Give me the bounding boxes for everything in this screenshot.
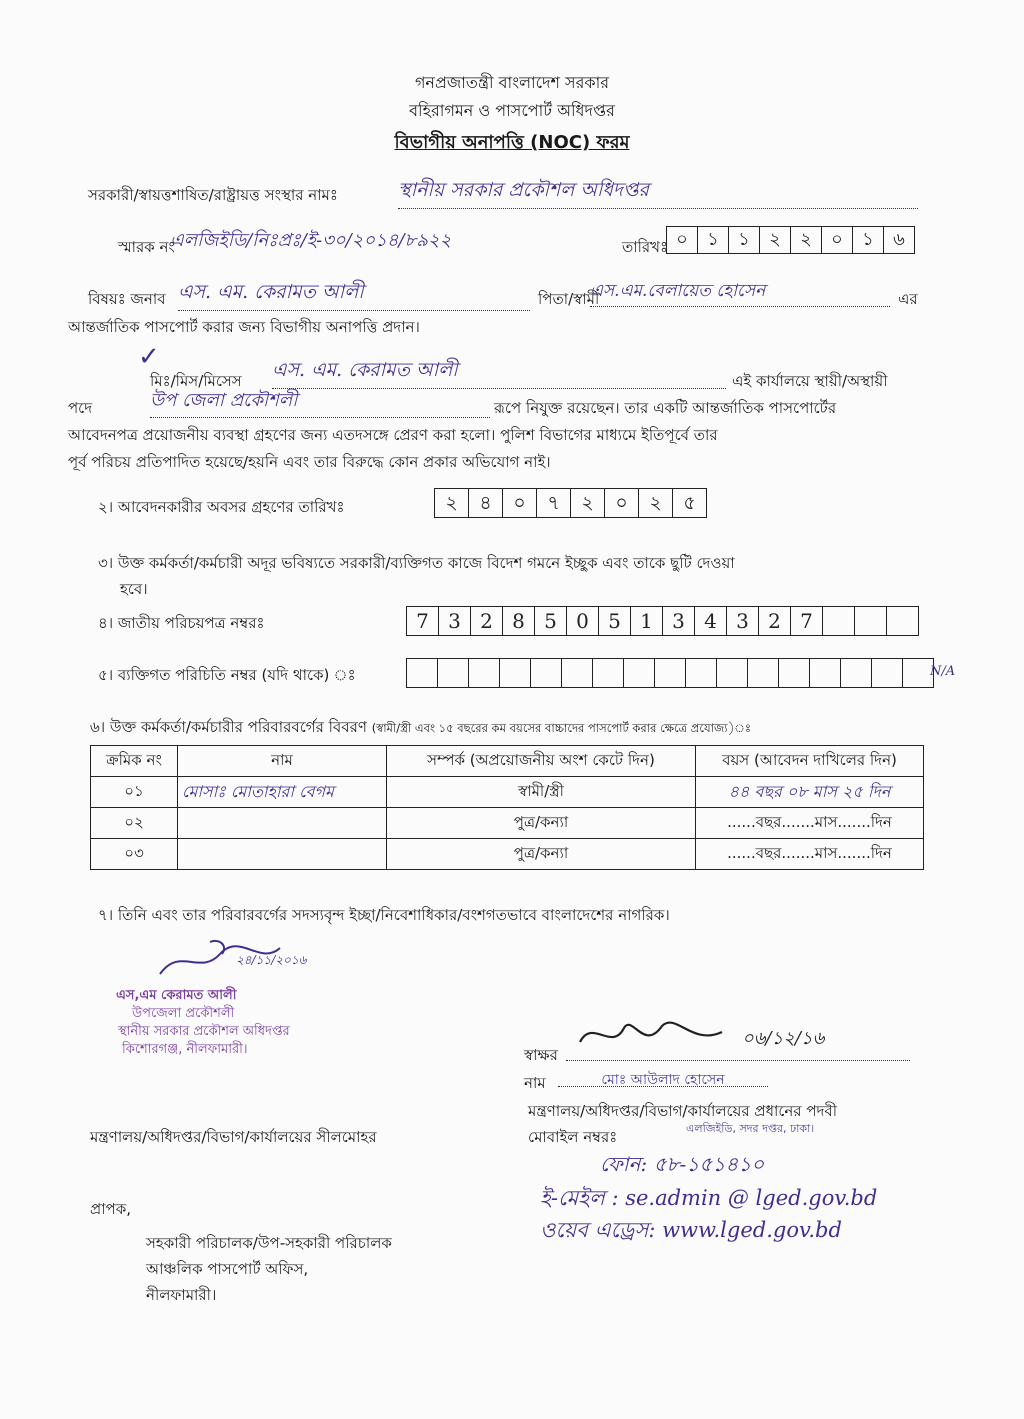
row-relation: পুত্র/কন্যা: [387, 839, 696, 870]
officer-stamp-text: এলজিইডি, সদর দপ্তর, ঢাকা।: [686, 1122, 815, 1135]
date-digit-box: ২: [760, 227, 791, 253]
row-age: ৪৪ বছর ০৮ মাস ২৫ দিন: [696, 777, 924, 808]
item7-text: ৭। তিনি এবং তার পরিবারবর্গের সদস্যবৃন্দ ইচ্ছা/নিবেশাধিকার/বংশগতভাবে বাংলাদেশের নাগরিক।: [98, 906, 670, 924]
recipient-line-1: সহকারী পরিচালক/উপ-সহকারী পরিচালক: [146, 1234, 392, 1252]
col-header-relation: সম্পর্ক (অপ্রয়োজনীয় অংশ কেটে দিন): [387, 746, 696, 777]
item6-label-text: ৬। উক্ত কর্মকর্তা/কর্মচারীর পরিবারবর্গের বিবরণ: [90, 718, 367, 736]
pin-digit-box: [407, 659, 438, 687]
row-serial: ০১: [91, 777, 178, 808]
date-digit-box: ৪: [469, 489, 503, 517]
pin-digit-box: [779, 659, 810, 687]
retirement-date-boxes: [434, 488, 707, 518]
para1-line3: আবেদনপত্র প্রয়োজনীয় ব্যবস্থা গ্রহণের জন্য এতদসঙ্গে প্রেরণ করা হলো। পুলিশ বিভাগের মাধ্যমে ইতিপূর্বে তার: [68, 426, 718, 444]
subject-label: বিষয়ঃ জনাব: [88, 290, 166, 308]
nid-digit-box: 0: [567, 607, 599, 635]
para1-line4: পূর্ব পরিচয় প্রতিপাদিত হয়েছে/হয়নি এবং তার বিরুদ্ধে কোন প্রকার অভিযোগ নাই।: [68, 453, 551, 471]
para1-pode: পদে: [68, 399, 93, 417]
nid-digit-box: 8: [503, 607, 535, 635]
pin-digit-box: [810, 659, 841, 687]
name-line: [558, 1068, 768, 1087]
father-name: এস.এম.বেলায়েত হোসেন: [590, 278, 890, 307]
date-digit-box: ১: [729, 227, 760, 253]
pin-digit-box: [593, 659, 624, 687]
recipient-line-3: নীলফামারী।: [146, 1286, 217, 1304]
nid-digit-box: 5: [535, 607, 567, 635]
item3-line1: ৩। উক্ত কর্মকর্তা/কর্মচারী অদূর ভবিষ্যতে সরকারী/ব্যক্তিগত কাজে বিদেশ গমনে ইচ্ছুক এবং তাকে ছুটি দেওয়া: [98, 554, 735, 572]
date-digit-box: ২: [571, 489, 605, 517]
nid-digit-box: 7: [791, 607, 823, 635]
officer-name: মোঃ আউলাদ হোসেন: [601, 1072, 725, 1088]
officer-signature: [572, 1012, 732, 1062]
seal-label: মন্ত্রণালয়/অধিদপ্তর/বিভাগ/কার্যালয়ের সীলমোহর: [90, 1128, 377, 1146]
date-digit-box: ৫: [683, 492, 696, 514]
pin-digit-box: [438, 659, 469, 687]
para1-name: এস. এম. কেরামত আলী: [272, 356, 726, 389]
date-digit-box: ৭: [537, 489, 571, 517]
pin-digit-box: [469, 659, 500, 687]
memo-value: এলজিইডি/নিঃপ্রঃ/ই-৩০/২০১৪/৮৯২২: [170, 230, 452, 251]
email-handwritten: ই-মেইল : se.admin @ lged.gov.bd: [540, 1186, 878, 1210]
nid-digit-box: 2: [471, 607, 503, 635]
name-label: নাম: [524, 1074, 546, 1092]
father-label: পিতা/স্বামী: [538, 290, 600, 308]
pin-digit-box: [655, 659, 686, 687]
nid-digit-box: 1: [631, 607, 663, 635]
nid-digit-box: [887, 607, 918, 635]
row-age: ......বছর.......মাস.......দিন: [696, 808, 924, 839]
recipient-label: প্রাপক,: [90, 1200, 131, 1218]
para1-line2-tail: রূপে নিযুক্ত রয়েছেন। তার একটি আন্তর্জাতিক পাসপোর্টের: [494, 399, 837, 417]
nid-digit-box: 7: [407, 607, 439, 635]
pin-digit-box: [748, 659, 779, 687]
date-digit-box: ০: [605, 489, 639, 517]
subject-suffix: এর: [898, 290, 918, 308]
row-age: ......বছর.......মাস.......দিন: [696, 839, 924, 870]
date-digit-box: ২: [791, 227, 822, 253]
designation-label: মন্ত্রণালয়/অধিদপ্তর/বিভাগ/কার্যালয়ের প্রধানের পদবী: [528, 1102, 838, 1120]
nid-boxes: [406, 606, 919, 636]
row-relation: পুত্র/কন্যা: [387, 808, 696, 839]
para1-post-text: এই কার্যালয়ে স্থায়ী/অস্থায়ী: [732, 372, 888, 390]
row-relation: স্বামী/স্ত্রী: [387, 777, 696, 808]
nid-digit-box: 3: [663, 607, 695, 635]
stamp-line-2: উপজেলা প্রকৌশলী: [132, 1006, 235, 1021]
stamp-line-3: স্থানীয় সরকার প্রকৌশল অধিদপ্তর: [118, 1024, 290, 1039]
officer-sign-date: ০৬/১২/১৬: [742, 1028, 825, 1049]
row-name: [178, 808, 387, 839]
date-digit-box: ০: [667, 227, 698, 253]
phone-handwritten: ফোন: ৫৮-১৫১৪১০: [600, 1152, 765, 1176]
pin-digit-box: [500, 659, 531, 687]
web-handwritten: ওয়েব এড্রেস: www.lged.gov.bd: [540, 1218, 842, 1242]
table-header-row: [91, 746, 924, 777]
pin-digit-box: [717, 659, 748, 687]
tick-mark-icon: ✓: [138, 342, 160, 372]
personal-id-boxes: [406, 658, 934, 688]
recipient-line-2: আঞ্চলিক পাসপোর্ট অফিস,: [146, 1260, 309, 1278]
date-digit-box: ৬: [893, 229, 905, 250]
item4-label: ৪। জাতীয় পরিচয়পত্র নম্বরঃ: [98, 614, 265, 632]
department-title: বহিরাগমন ও পাসপোর্ট অধিদপ্তর: [409, 101, 615, 120]
stamp-line-4: কিশোরগঞ্জ, নীলফামারী।: [122, 1042, 248, 1057]
date-digit-box: ০: [822, 227, 853, 253]
item2-label: ২। আবেদনকারীর অবসর গ্রহণের তারিখঃ: [98, 498, 345, 516]
table-row: [91, 777, 924, 808]
col-header-serial: ক্রমিক নং: [91, 746, 178, 777]
org-value: স্থানীয় সরকার প্রকৌশল অধিদপ্তর: [398, 176, 918, 209]
memo-label: স্মারক নং: [118, 238, 175, 256]
item3-line2: হবে।: [120, 580, 148, 598]
item6-note: (স্বামী/স্ত্রী এবং ১৫ বছরের কম বয়সের বাচ্চাদের পাসপোর্ট করার ক্ষেত্রে প্রযোজ্য)ঃ: [371, 721, 752, 735]
date-digit-box: ২: [435, 489, 469, 517]
date-digit-box: ২: [639, 489, 673, 517]
row-serial: ০২: [91, 808, 178, 839]
form-title: বিভাগীয় অনাপত্তি (NOC) ফরম: [394, 132, 630, 153]
pin-digit-box: [841, 659, 872, 687]
pin-digit-box: [903, 659, 933, 687]
pin-digit-box: [686, 659, 717, 687]
nid-digit-box: 3: [727, 607, 759, 635]
nid-digit-box: 3: [439, 607, 471, 635]
table-row: [91, 839, 924, 870]
pin-digit-box: [624, 659, 655, 687]
para1-prefix: মিঃ/মিস/মিসেস: [150, 372, 242, 390]
sign-label: স্বাক্ষর: [524, 1046, 558, 1064]
date-digit-box: ০: [503, 489, 537, 517]
nid-digit-box: 2: [759, 607, 791, 635]
nid-digit-box: 4: [695, 607, 727, 635]
memo-date-label: তারিখঃ: [622, 238, 668, 256]
nid-digit-box: [855, 607, 887, 635]
date-digit-box: ১: [853, 227, 884, 253]
org-label: সরকারী/স্বায়ত্তশাষিত/রাষ্ট্রায়ত্ত সংস্থার নামঃ: [88, 186, 338, 204]
row-name: মোসাঃ মোতাহারা বেগম: [178, 777, 387, 808]
mobile-label: মোবাইল নম্বরঃ: [528, 1128, 618, 1146]
col-header-name: নাম: [178, 746, 387, 777]
nid-digit-box: [823, 607, 855, 635]
pin-digit-box: [531, 659, 562, 687]
nid-digit-box: 5: [599, 607, 631, 635]
subject-name: এস. এম. কেরামত আলী: [178, 278, 530, 311]
na-note: N/A: [930, 664, 956, 679]
table-row: [91, 808, 924, 839]
govt-title: গনপ্রজাতন্ত্রী বাংলাদেশ সরকার: [414, 73, 610, 92]
item6-label: [90, 716, 751, 741]
para1-designation: উপ জেলা প্রকৌশলী: [150, 386, 490, 418]
row-name: [178, 839, 387, 870]
subject-line2: আন্তর্জাতিক পাসপোর্ট করার জন্য বিভাগীয় অনাপত্তি প্রদান।: [68, 318, 420, 336]
applicant-sign-date: ২৪/১১/২০১৬: [236, 953, 307, 967]
family-table: [90, 745, 924, 870]
memo-date-boxes: [666, 226, 915, 254]
date-digit-box: ১: [698, 227, 729, 253]
pin-digit-box: [872, 659, 903, 687]
item5-label: ৫। ব্যক্তিগত পরিচিতি নম্বর (যদি থাকে) ঃ: [98, 666, 356, 684]
col-header-age: বয়স (আবেদন দাখিলের দিন): [696, 746, 924, 777]
stamp-line-1: এস,এম কেরামত আলী: [116, 988, 237, 1003]
pin-digit-box: [562, 659, 593, 687]
row-serial: ০৩: [91, 839, 178, 870]
